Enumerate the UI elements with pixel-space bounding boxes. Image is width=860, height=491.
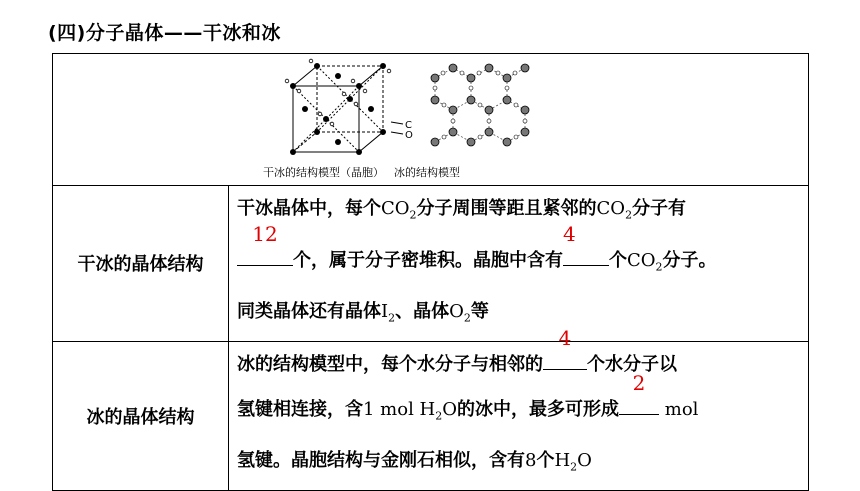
answer-4: 4 xyxy=(563,221,576,246)
figure-caption xyxy=(263,164,460,180)
row-content-dry-ice xyxy=(229,186,809,342)
answer-12: 12 xyxy=(252,221,278,246)
answer-blank-neighbors xyxy=(543,325,587,370)
caption-dry-ice: 干冰的结构模型（晶胞） xyxy=(263,166,384,179)
answer-blank-hbonds xyxy=(619,370,659,415)
content-line: 冰的结构模型中，每个水分子与相邻的 4 个水分子以 xyxy=(237,325,677,375)
content-line: 干冰晶体中，每个$CO_2$分子周围等距且紧邻的$CO_2$分子有 xyxy=(237,198,687,222)
row-label-dry-ice: 干冰的晶体结构 xyxy=(53,186,229,342)
ice-structure-diagram xyxy=(431,64,529,146)
row-label-ice: 冰的晶体结构 xyxy=(53,341,229,490)
section-heading: (四)分子晶体——干冰和冰 xyxy=(48,22,281,44)
answer-blank-molecules xyxy=(563,221,609,266)
dry-ice-unit-cell-diagram xyxy=(263,56,583,164)
table-row xyxy=(53,341,809,490)
content-line: 氢键。晶胞结构与金刚石相似，含有8个$H_2O$ xyxy=(237,450,592,474)
answer-4: 4 xyxy=(558,325,572,350)
table-row xyxy=(53,186,809,342)
answer-blank-coordination xyxy=(237,221,293,266)
content-line: 同类晶体还有晶体$I_2$、晶体$O_2$等 xyxy=(237,301,489,325)
content-line: 氢键相连接，含1 mol $H_2O$的冰中，最多可形成 2 mol xyxy=(237,370,699,423)
caption-ice: 冰的结构模型 xyxy=(394,166,460,179)
atom-label-o: O xyxy=(405,130,413,141)
structure-figures xyxy=(263,56,583,184)
answer-2: 2 xyxy=(632,370,646,395)
content-line: 12 个，属于分子密堆积。晶胞中含有 4 个$CO_2$分子。 xyxy=(237,238,800,290)
row-content-ice xyxy=(229,325,809,490)
figure-cell xyxy=(53,54,809,186)
atom-label-c: C xyxy=(405,120,412,131)
crystal-table xyxy=(52,53,809,491)
